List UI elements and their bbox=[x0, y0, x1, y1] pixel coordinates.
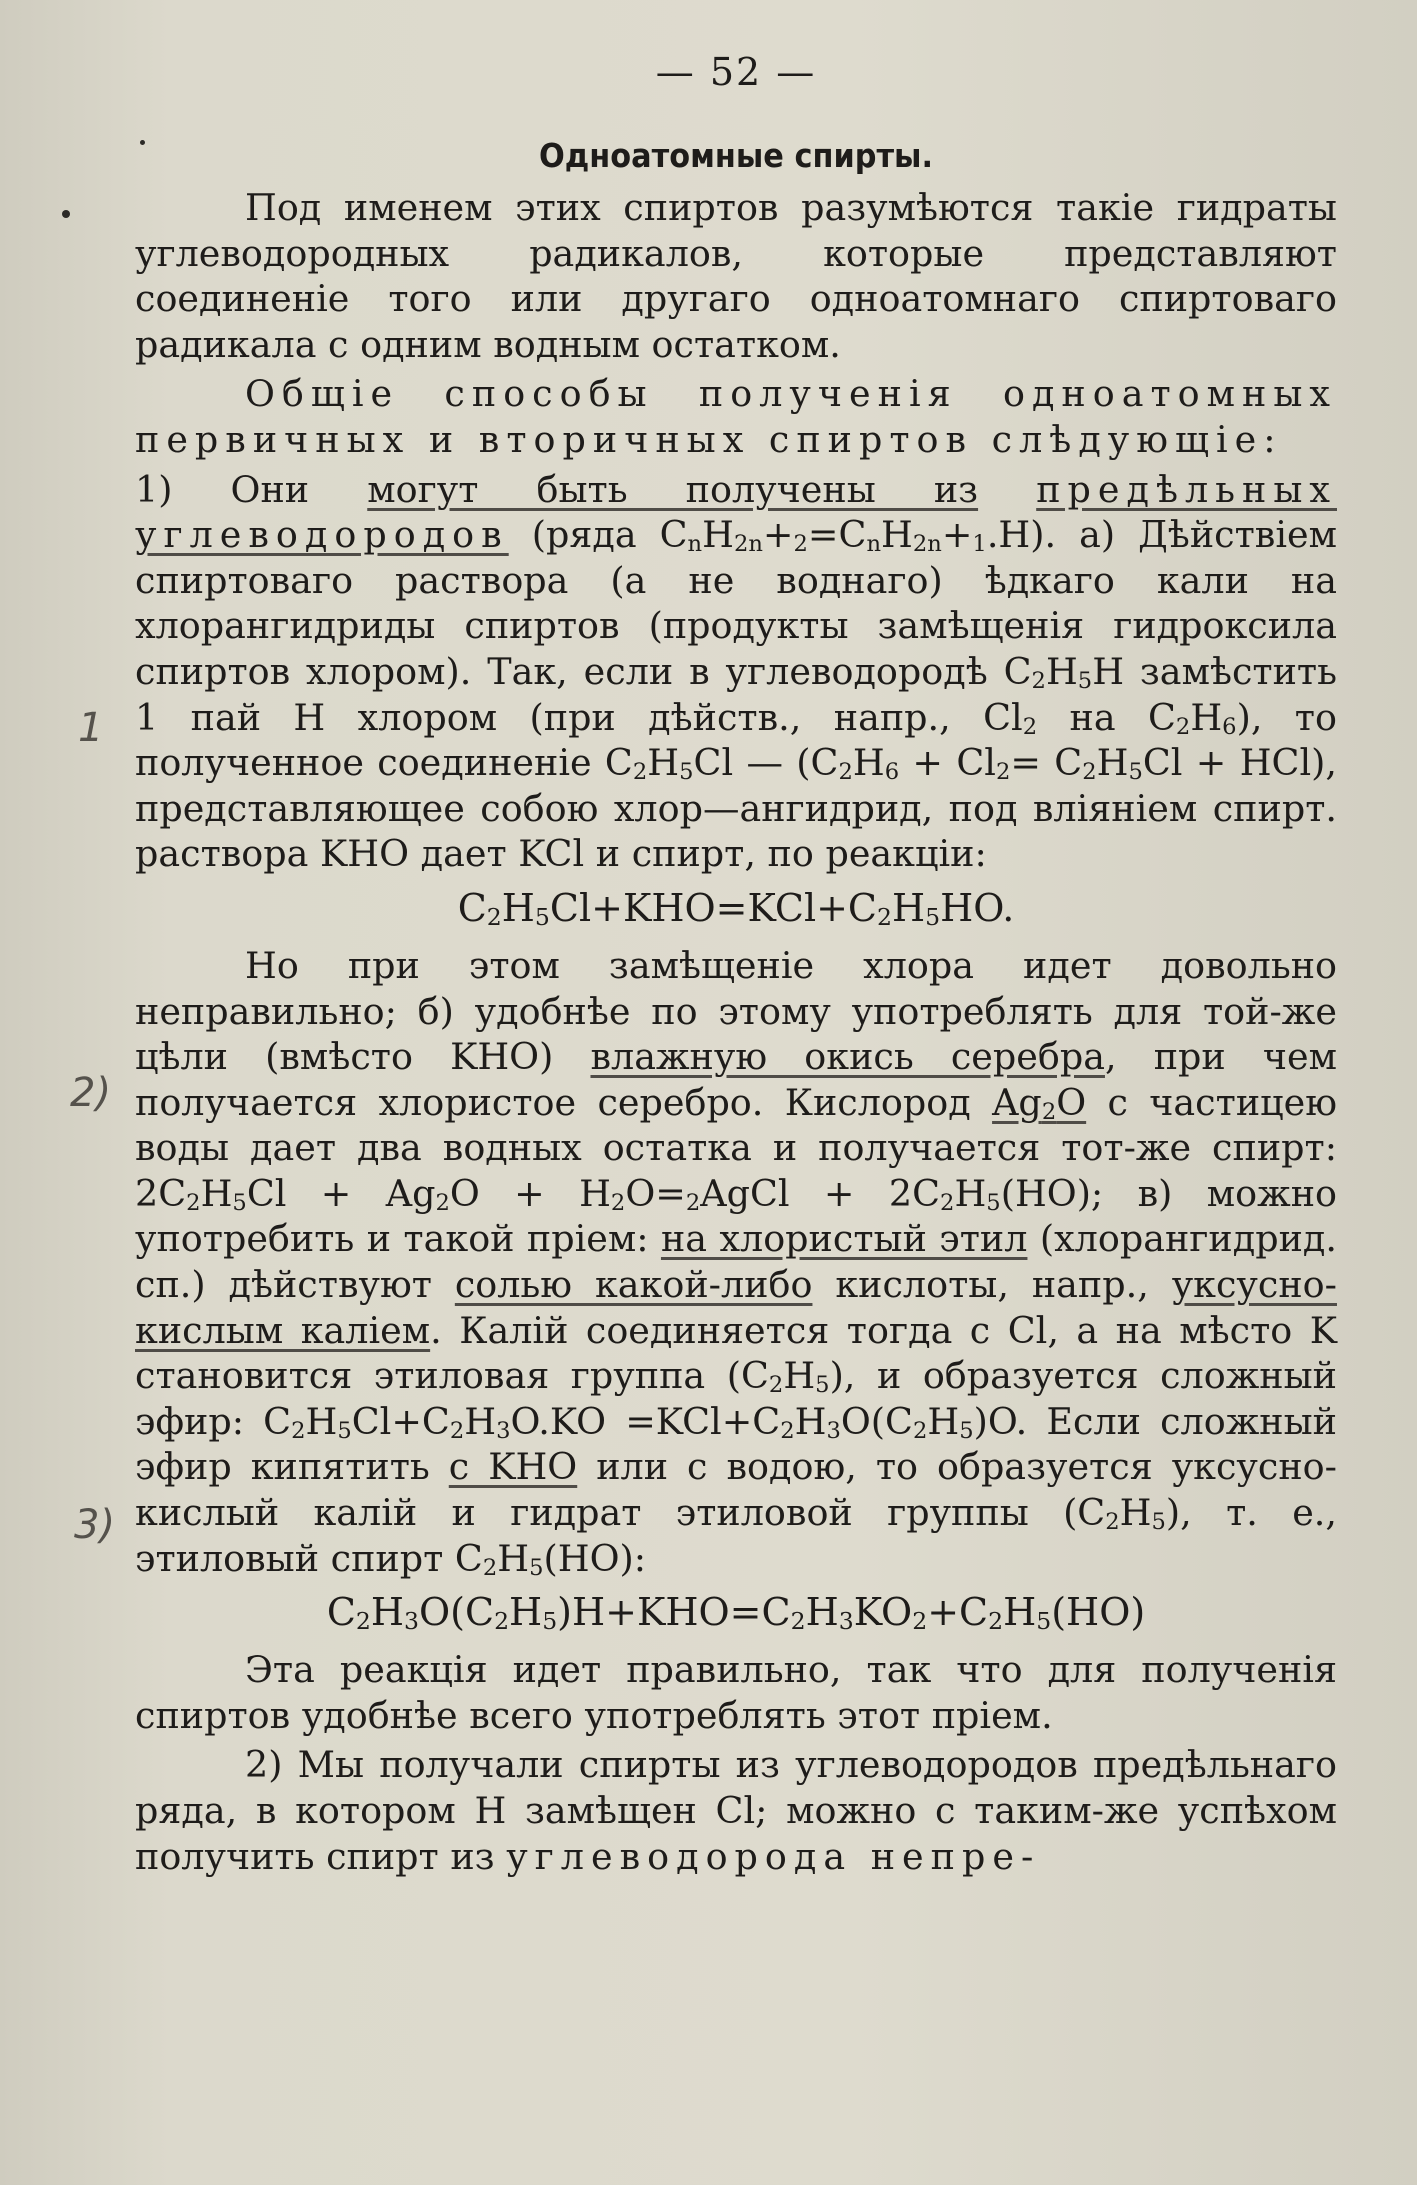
paragraph-definition: Под именем этих спиртов разумѣются такіе гидраты углеводородных радикалов, которые представляют соединеніе того или другаго одноатомнаго спиртоваго радикала с одним водным остатком. bbox=[135, 186, 1337, 366]
margin-mark-3: 3) bbox=[74, 1502, 116, 1548]
ink-dot bbox=[140, 140, 145, 145]
margin-mark-1: 1 bbox=[78, 705, 104, 751]
paragraph-methods-heading: Общіе способы полученія одноатомных первичных и вторичных спиртов слѣдующіе: bbox=[135, 372, 1337, 461]
formula-2: $C_2H_3O(C_2H_5)H+KHO=C_2H_3KO_2+C_2H_5(HO)$ bbox=[326, 1590, 1146, 1636]
section-title: Одноатомные спирты. bbox=[538, 136, 934, 175]
paragraph-conclusion: Эта реакція идет правильно, так что для полученія спиртов удобнѣе всего употреблять этот пріем. bbox=[135, 1648, 1337, 1737]
formula-1: $C_2H_5Cl+KHO=KCl+C_2H_5HO$. bbox=[457, 885, 1015, 932]
paragraph-method-2: 2) Мы получали спирты из углеводородов предѣльнаго ряда, в котором H замѣщен Cl; можно с таким-же успѣхом получить спирт из углеводорода непре- bbox=[135, 1743, 1337, 1878]
page-number: — 52 — bbox=[655, 50, 817, 94]
paragraph-method-b-c: Но при этом замѣщеніе хлора идет довольно неправильно; б) удобнѣе по этому употреблять для той-же цѣли (вмѣсто KHO) влажную окись серебра, при чем получается хлористое серебро. Кислород $Ag_2O$ с частицею воды дает два водных остатка и получается тот-же спирт: $2C_2H_5Cl + Ag_2O$ + $H_2O=_2AgCl + 2C_2H_5(HO)$; в) можно употребить и такой пріем: на хлористый этил (хлорангидрид. сп.) дѣйствуют солью какой-либо кислоты, напр., уксусно-кислым каліем. Калій соединяется тогда с Cl, а на мѣсто K становится этиловая группа $(C_2H_5)$, и образуется сложный эфир: $C_2H_5Cl+C_2H_3O.KO =KCl+C_2H_3O(C_2H_5)O$. Если сложный эфир кипятить с KHO или с водою, то образуется уксусно-кислый калій и гидрат этиловой группы $(C_2H_5)$, т. е., этиловый спирт $C_2H_5(HO)$: bbox=[135, 943, 1337, 1581]
paragraph-method-1: 1) Они могут быть получены из предѣльных углеводородов (ряда $C_nH_{2n}+_2=C_nH_{2n}+_1.H$). а) Дѣйствіем спиртоваго раствора (а не воднаго) ѣдкаго кали на хлорангидриды спиртов (продукты замѣщенія гидроксила спиртов хлором). Так, если в углеводородѣ $C_2H_5H$ замѣстить 1 пай H хлором (при дѣйств., напр., $Cl_2$ на $C_2H_6$), то полученное соединеніе $C_2H_5Cl$ — $(C_2H_6 + Cl_2= C_2H_5Cl + HCl)$, представляющее собою хлор—ангидрид, под вліяніем спирт. раствора KHO дает KCl и спирт, по реакціи: bbox=[135, 467, 1337, 876]
ink-dot bbox=[62, 210, 70, 218]
margin-mark-2: 2) bbox=[70, 1070, 112, 1116]
